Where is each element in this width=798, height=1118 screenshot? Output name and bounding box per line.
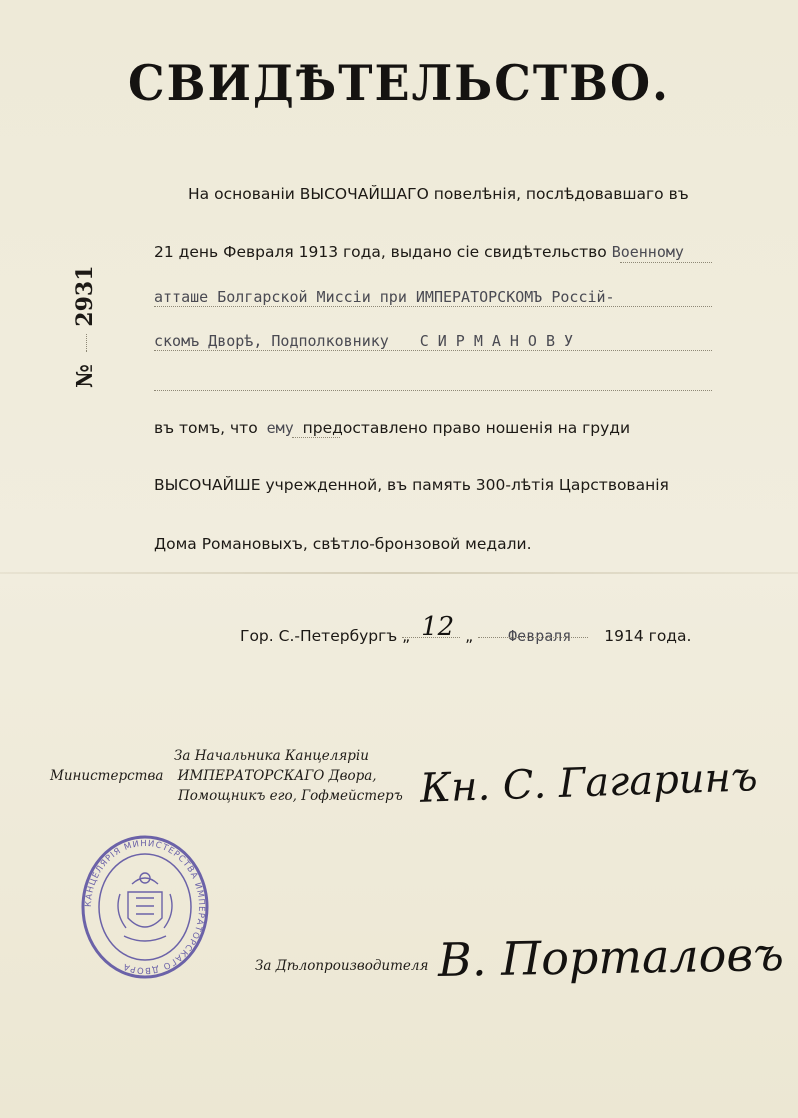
surname-typed: СИРМАНОВУ (419, 332, 583, 350)
body-line-5-end: предоставлено право ношенія на груди (302, 419, 631, 437)
body-line-2-typed: Военному (611, 243, 684, 261)
body-line-4 (154, 332, 582, 350)
number-sign: № (72, 364, 98, 388)
date-day-handwritten: 12 (421, 612, 455, 642)
body-line-3-typed: атташе Болгарской Миссіи при ИМПЕРАТОРСКОМЪ Россій- (154, 288, 615, 306)
coat-of-arms-icon (118, 873, 172, 941)
paper-fold-line (0, 572, 798, 574)
fill-line (402, 637, 460, 638)
body-line-6: ВЫСОЧАЙШЕ учрежденной, въ память 300-лѣтія Царствованія (154, 476, 669, 494)
fill-line (292, 437, 340, 438)
body-line-2-printed: 21 день Февраля 1913 года, выдано сіе свидѣтельство (154, 243, 607, 261)
body-line-7: Дома Романовыхъ, свѣтло-бронзовой медали. (154, 535, 532, 553)
date-line (240, 612, 692, 648)
imperial-court: ИМПЕРАТОРСКАГО Двора, (177, 768, 377, 784)
clerk-signature: В. Порталовъ (437, 926, 785, 988)
number-value: 2931 (72, 265, 98, 327)
certificate-number (72, 248, 102, 388)
body-line-5 (154, 419, 630, 437)
fill-line (478, 637, 588, 638)
date-month-typed: Февраля (508, 627, 572, 645)
body-line-5-start: въ томъ, что (154, 419, 258, 437)
body-line-4-typed: скомъ Дворѣ, Подполковнику (154, 332, 389, 350)
ministry-word: Министерства (50, 768, 164, 784)
seal-text: КАНЦЕЛЯРІЯ МИНИСТЕРСТВА ИМПЕРАТОРСКАГО ДВОРА (83, 838, 207, 976)
fill-line (620, 262, 712, 263)
official-signature: Кн. С. Гагаринъ (419, 754, 759, 812)
svg-text:КАНЦЕЛЯРІЯ МИНИСТЕРСТВА ИМПЕРА (84, 839, 206, 975)
fill-line (154, 350, 712, 351)
body-line-1: На основаніи ВЫСОЧАЙШАГО повелѣнія, послѣдовавшаго въ (188, 185, 689, 203)
fill-line (154, 390, 712, 391)
number-dots (86, 334, 87, 352)
date-open-quote: „ (402, 627, 411, 645)
clerk-label: За Дѣлопроизводителя (255, 958, 429, 974)
signature-official-line-3: Помощникъ его, Гофмейстеръ (178, 788, 403, 804)
signature-official-line-2 (50, 768, 377, 784)
fill-line (154, 306, 712, 307)
office-seal (80, 832, 210, 982)
signature-official-line-1: За Начальника Канцеляріи (174, 748, 369, 764)
date-year: 1914 года. (604, 627, 692, 645)
date-close-quote: „ (465, 627, 474, 645)
body-line-2 (154, 243, 684, 261)
document-title: СВИДѢТЕЛЬСТВО. (127, 54, 671, 112)
body-line-5-typed: ему (266, 419, 294, 437)
date-place: Гор. С.-Петербургъ (240, 627, 398, 645)
